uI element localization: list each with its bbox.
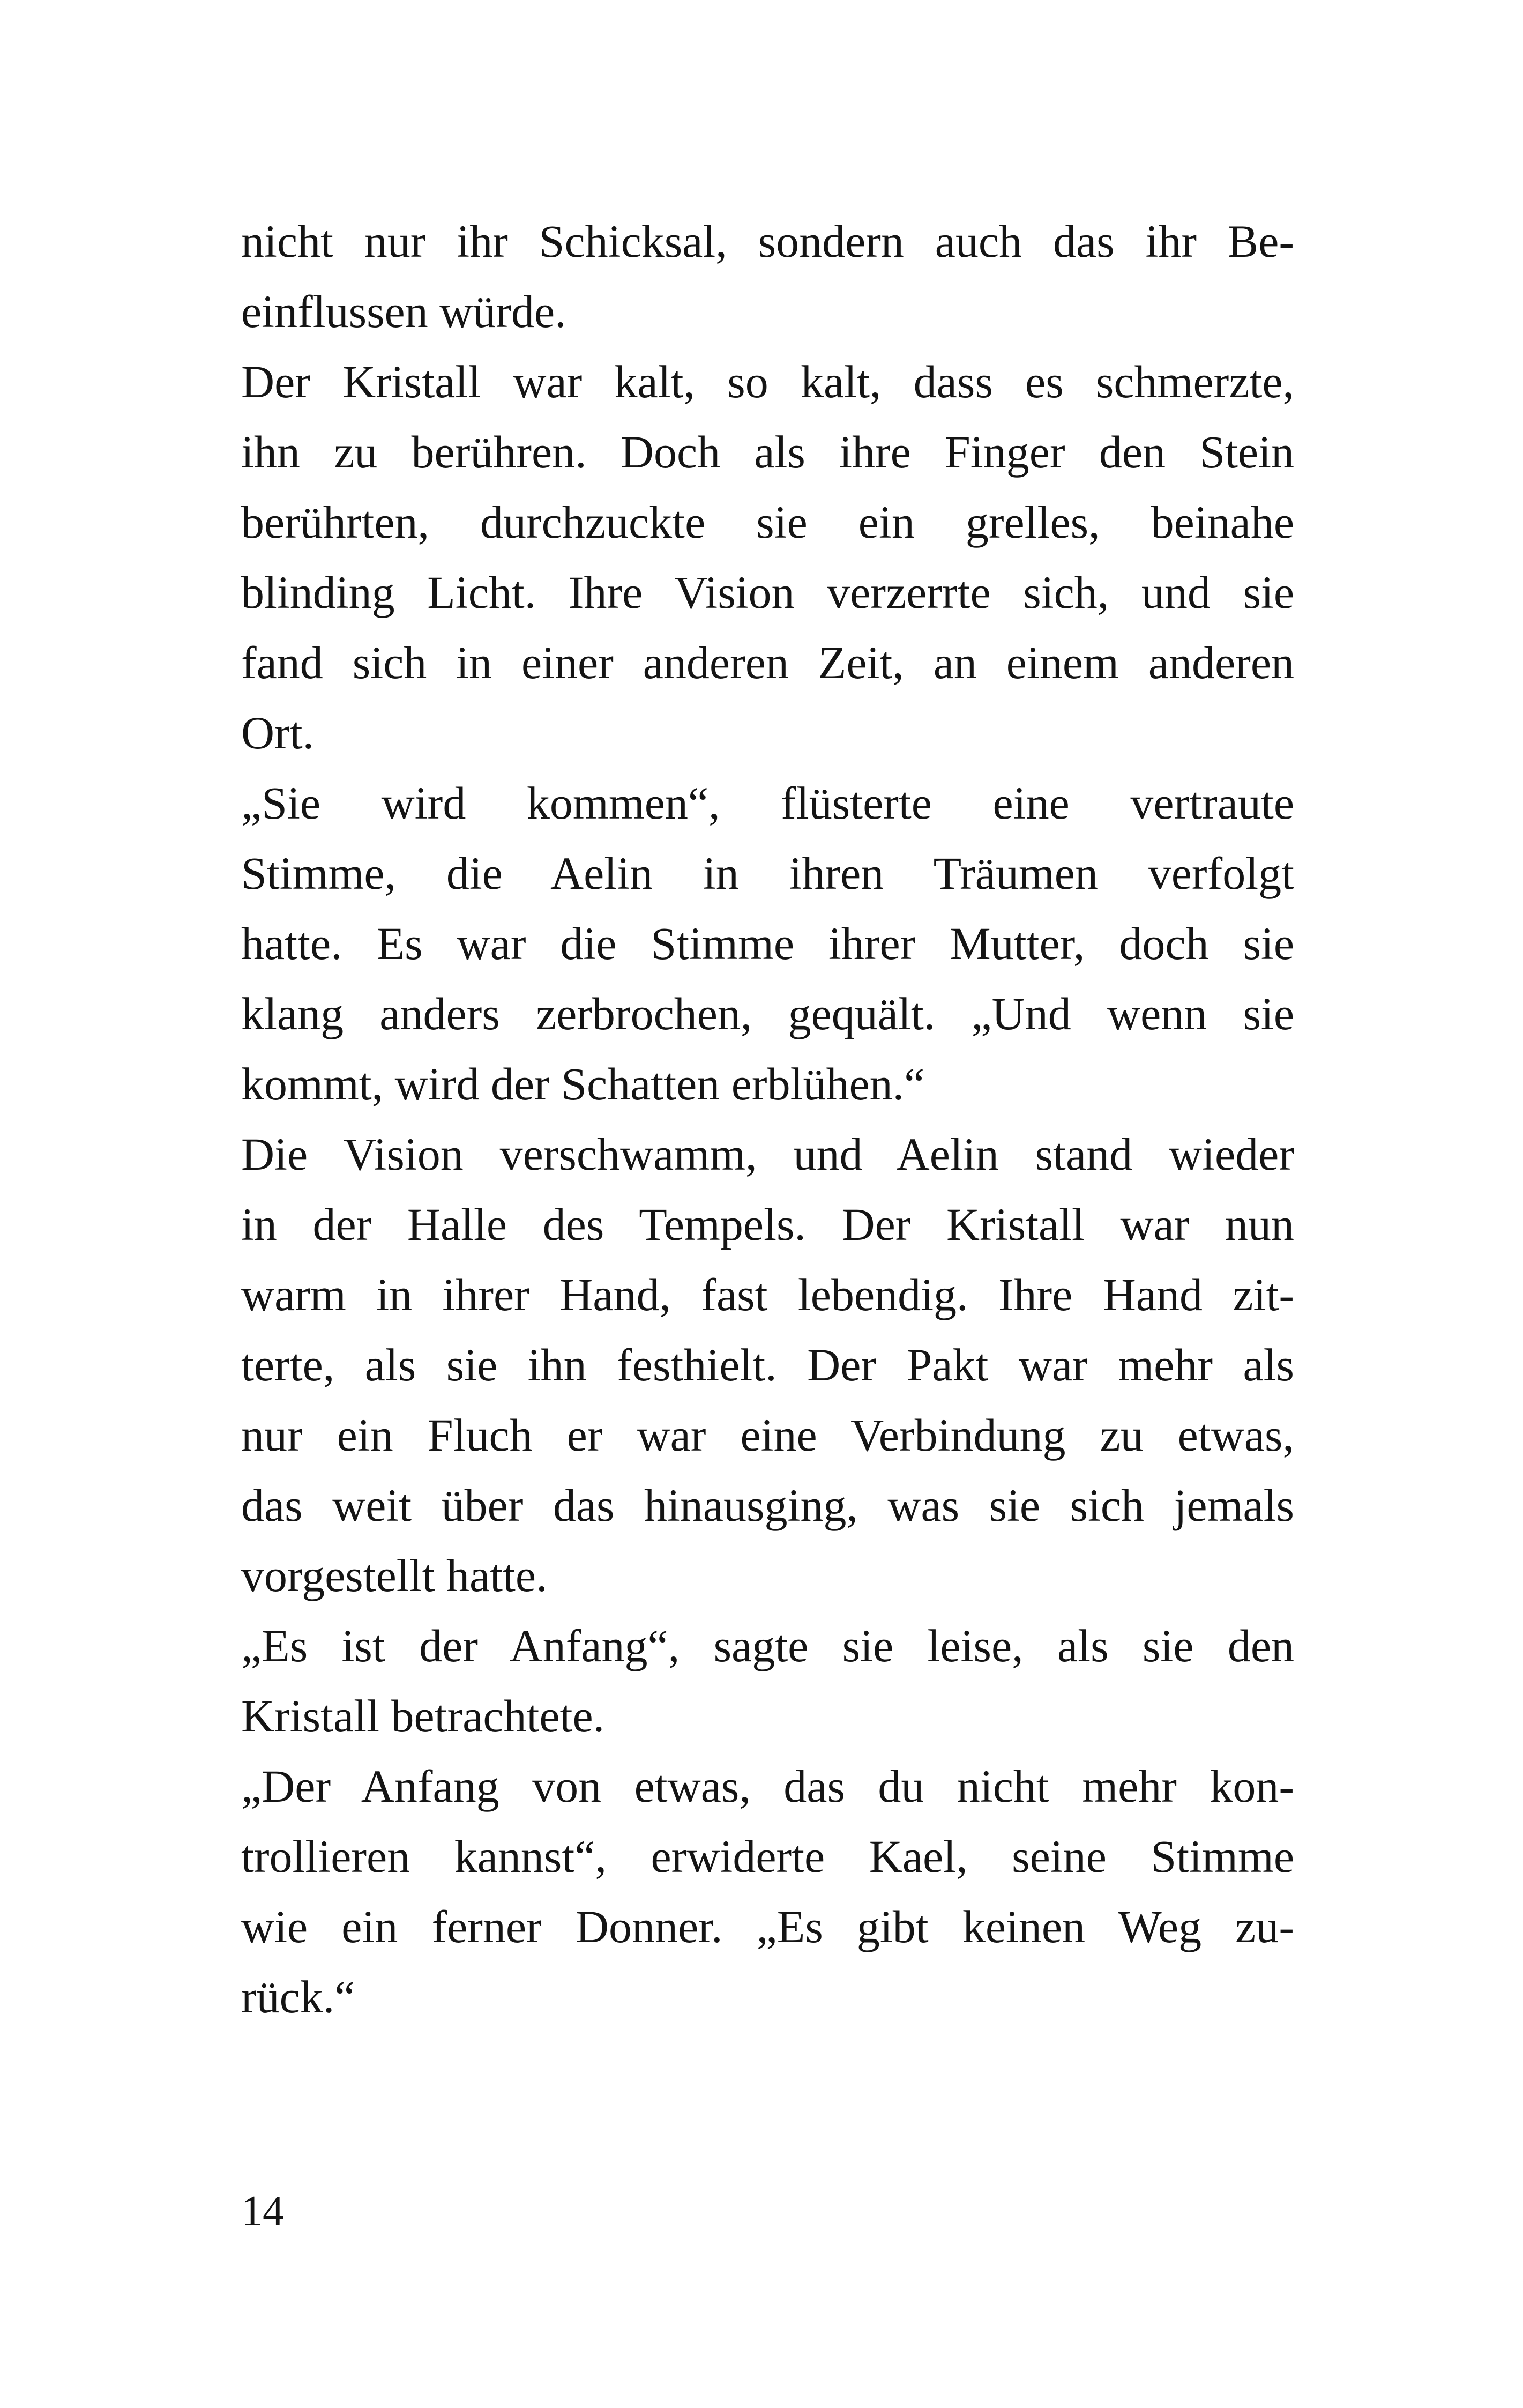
text-line: warm in ihrer Hand, fast lebendig. Ihre Hand zit-: [241, 1269, 1294, 1320]
text-line: Stimme, die Aelin in ihren Träumen verfolgt: [241, 848, 1294, 899]
text-line: nur ein Fluch er war eine Verbindung zu etwas,: [241, 1409, 1294, 1461]
text-line: Ort.: [241, 707, 315, 759]
text-line: klang anders zerbrochen, gequält. „Und wenn sie: [241, 988, 1294, 1039]
text-line: Kristall betrachtete.: [241, 1690, 605, 1742]
text-line: „Der Anfang von etwas, das du nicht mehr kon-: [241, 1760, 1294, 1812]
text-line: Der Kristall war kalt, so kalt, dass es schmerzte,: [241, 356, 1294, 407]
text-line: nicht nur ihr Schicksal, sondern auch das ihr Be-: [241, 215, 1294, 267]
text-line: das weit über das hinausging, was sie sich jemals: [241, 1480, 1294, 1531]
text-line: vorgestellt hatte.: [241, 1550, 548, 1601]
text-line: berührten, durchzuckte sie ein grelles, beinahe: [241, 496, 1294, 548]
text-line: kommt, wird der Schatten erblühen.“: [241, 1058, 925, 1110]
text-line: „Sie wird kommen“, flüsterte eine vertraute: [241, 777, 1294, 829]
text-line: hatte. Es war die Stimme ihrer Mutter, doch sie: [241, 918, 1294, 969]
text-line: einflussen würde.: [241, 286, 566, 337]
text-line: trollieren kannst“, erwiderte Kael, seine Stimme: [241, 1831, 1294, 1882]
text-line: blinding Licht. Ihre Vision verzerrte sich, und sie: [241, 567, 1294, 618]
text-line: ihn zu berühren. Doch als ihre Finger den Stein: [241, 426, 1294, 478]
text-line: wie ein ferner Donner. „Es gibt keinen Weg zu-: [241, 1901, 1294, 1952]
body-text: [241, 206, 1294, 2032]
text-line: „Es ist der Anfang“, sagte sie leise, als sie den: [241, 1620, 1294, 1671]
text-line: Die Vision verschwamm, und Aelin stand wieder: [241, 1128, 1294, 1180]
text-line: rück.“: [241, 1971, 355, 2023]
text-line: fand sich in einer anderen Zeit, an einem anderen: [241, 637, 1294, 688]
text-line: terte, als sie ihn festhielt. Der Pakt war mehr als: [241, 1339, 1294, 1391]
page-number: 14: [241, 2188, 284, 2235]
text-line: in der Halle des Tempels. Der Kristall war nun: [241, 1199, 1294, 1250]
